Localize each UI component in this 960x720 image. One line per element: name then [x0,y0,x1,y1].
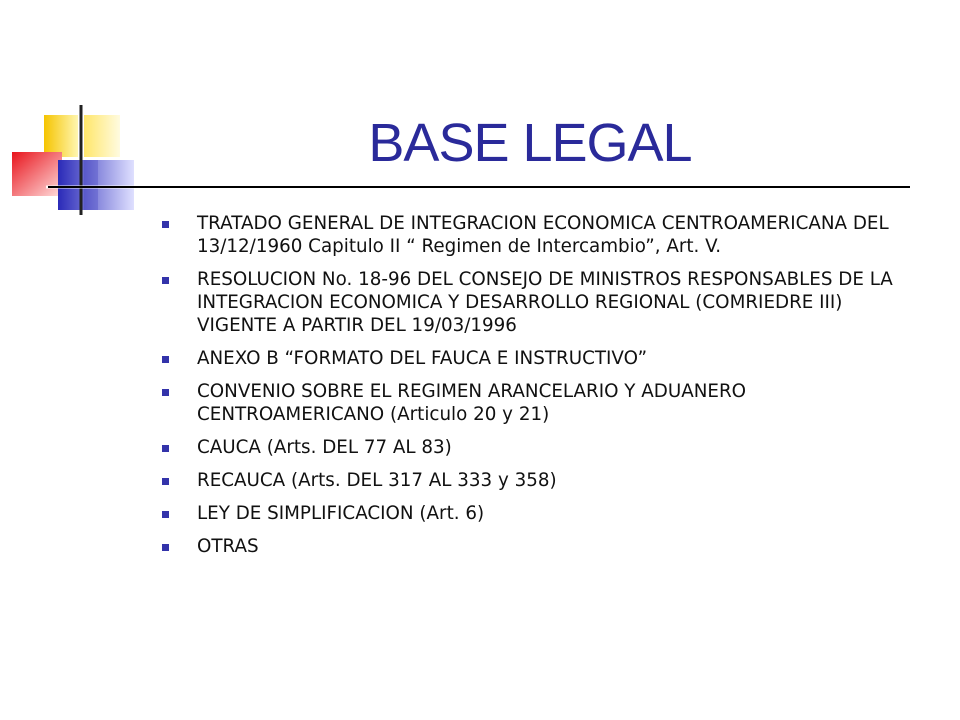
bullet-icon [162,544,169,551]
list-item [160,469,920,492]
list-item [160,268,920,337]
list-item-text: CAUCA (Arts. DEL 77 AL 83) [197,437,452,458]
list-item [160,347,920,370]
list-item [160,212,920,258]
bullet-icon [162,478,169,485]
list-item-text: LEY DE SIMPLIFICACION (Art. 6) [197,503,485,524]
legal-basis-list [160,212,920,568]
bullet-icon [162,356,169,363]
list-item-text: CONVENIO SOBRE EL REGIMEN ARANCELARIO Y ADUANERO CENTROAMERICANO (Articulo 20 y 21) [197,381,747,425]
bullet-icon [162,221,169,228]
bullet-icon [162,511,169,518]
title-underline [48,186,910,188]
bullet-icon [162,389,169,396]
list-item [160,535,920,558]
red-square [12,152,62,196]
slide-title: BASE LEGAL [368,113,692,173]
list-item [160,502,920,525]
list-item-text: TRATADO GENERAL DE INTEGRACION ECONOMICA CENTROAMERICANA DEL 13/12/1960 Capitulo II “ Regimen de Intercambio”, Art. V. [197,213,889,257]
list-item [160,436,920,459]
yellow-square [44,115,78,157]
list-item-text: ANEXO B “FORMATO DEL FAUCA E INSTRUCTIVO” [197,348,648,369]
list-item-text: OTRAS [197,536,259,557]
list-item [160,380,920,426]
bullet-icon [162,445,169,452]
list-item-text: RESOLUCION No. 18-96 DEL CONSEJO DE MINISTROS RESPONSABLES DE LA INTEGRACION ECONOMICA Y DESARROLLO REGIONAL (COMRIEDRE III) VIGENTE A PARTIR DEL 19/03/1996 [197,269,893,336]
bullet-icon [162,277,169,284]
list-item-text: RECAUCA (Arts. DEL 317 AL 333 y 358) [197,470,557,491]
light-yellow-square [84,115,120,157]
